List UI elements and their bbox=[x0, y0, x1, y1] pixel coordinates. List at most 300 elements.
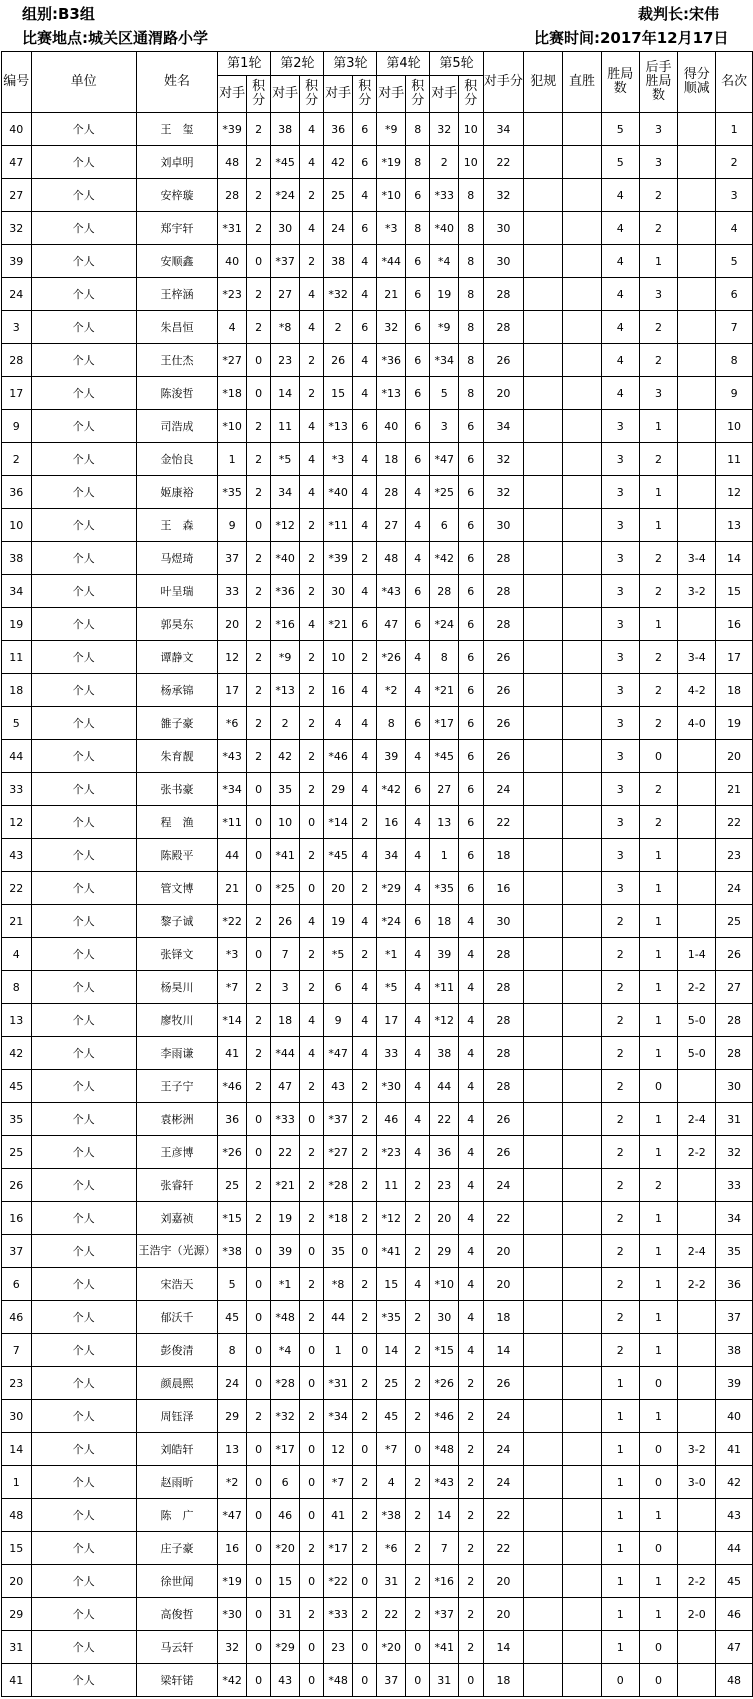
table-cell: 6 bbox=[406, 608, 430, 641]
table-cell bbox=[524, 1664, 563, 1697]
table-cell: *27 bbox=[218, 344, 247, 377]
table-cell bbox=[563, 113, 602, 146]
table-cell: 王 玺 bbox=[136, 113, 218, 146]
table-cell: 41 bbox=[218, 1037, 247, 1070]
table-cell: 个人 bbox=[31, 773, 136, 806]
table-cell: 管文博 bbox=[136, 872, 218, 905]
table-cell bbox=[563, 1433, 602, 1466]
table-cell: 2 bbox=[406, 1235, 430, 1268]
table-cell: 4 bbox=[406, 674, 430, 707]
table-row bbox=[2, 674, 753, 707]
table-cell: 2 bbox=[324, 311, 353, 344]
table-cell: 0 bbox=[352, 1631, 376, 1664]
table-cell: 29 bbox=[324, 773, 353, 806]
table-cell: 26 bbox=[2, 1169, 32, 1202]
table-cell: 4 bbox=[2, 938, 32, 971]
table-cell: 个人 bbox=[31, 740, 136, 773]
table-cell: 21 bbox=[218, 872, 247, 905]
table-cell: *47 bbox=[430, 443, 459, 476]
table-cell: 43 bbox=[716, 1499, 753, 1532]
table-cell bbox=[524, 113, 563, 146]
table-cell: 32 bbox=[716, 1136, 753, 1169]
table-cell: 个人 bbox=[31, 1565, 136, 1598]
table-cell: 8 bbox=[459, 278, 483, 311]
table-cell: *40 bbox=[430, 212, 459, 245]
table-cell: 个人 bbox=[31, 146, 136, 179]
table-cell: 40 bbox=[716, 1400, 753, 1433]
table-cell: 40 bbox=[218, 245, 247, 278]
table-cell bbox=[563, 1631, 602, 1664]
table-cell: 6 bbox=[459, 542, 483, 575]
table-cell: 2 bbox=[299, 1202, 323, 1235]
table-cell: 1-4 bbox=[678, 938, 716, 971]
table-cell: 1 bbox=[639, 938, 678, 971]
table-cell: 6 bbox=[459, 443, 483, 476]
table-cell: 2 bbox=[299, 1169, 323, 1202]
col-points: 积分 bbox=[406, 76, 430, 113]
table-cell: *15 bbox=[430, 1334, 459, 1367]
table-cell: 0 bbox=[246, 1598, 270, 1631]
table-cell: 33 bbox=[218, 575, 247, 608]
table-cell: 0 bbox=[299, 1433, 323, 1466]
col-points: 积分 bbox=[352, 76, 376, 113]
table-cell: *11 bbox=[218, 806, 247, 839]
table-cell: 8 bbox=[459, 179, 483, 212]
table-cell: 1 bbox=[639, 509, 678, 542]
table-cell: 18 bbox=[377, 443, 406, 476]
table-cell: 3 bbox=[601, 509, 639, 542]
table-row bbox=[2, 146, 753, 179]
table-cell: 3 bbox=[601, 773, 639, 806]
table-cell: 1 bbox=[601, 1598, 639, 1631]
table-cell bbox=[563, 1367, 602, 1400]
table-cell bbox=[678, 443, 716, 476]
table-cell: 47 bbox=[271, 1070, 300, 1103]
table-cell: 4 bbox=[459, 1103, 483, 1136]
table-cell: 47 bbox=[716, 1631, 753, 1664]
table-cell: 20 bbox=[483, 1565, 524, 1598]
table-cell: 31 bbox=[377, 1565, 406, 1598]
table-cell: 0 bbox=[246, 1235, 270, 1268]
table-cell bbox=[678, 1301, 716, 1334]
table-cell: 6 bbox=[352, 410, 376, 443]
table-cell: 个人 bbox=[31, 1532, 136, 1565]
table-cell: *21 bbox=[430, 674, 459, 707]
table-cell: 28 bbox=[483, 1037, 524, 1070]
table-cell bbox=[678, 509, 716, 542]
table-cell bbox=[524, 1532, 563, 1565]
table-cell: 4 bbox=[459, 1004, 483, 1037]
table-cell: 2 bbox=[299, 344, 323, 377]
table-cell bbox=[563, 938, 602, 971]
table-cell: 26 bbox=[716, 938, 753, 971]
table-cell: 2 bbox=[299, 542, 323, 575]
table-cell: *3 bbox=[324, 443, 353, 476]
table-cell: 2 bbox=[639, 674, 678, 707]
table-cell: 个人 bbox=[31, 212, 136, 245]
table-cell: 1 bbox=[716, 113, 753, 146]
table-cell: 34 bbox=[271, 476, 300, 509]
table-cell: *4 bbox=[430, 245, 459, 278]
table-cell: 41 bbox=[716, 1433, 753, 1466]
table-cell: 37 bbox=[377, 1664, 406, 1697]
col-opponent: 对手 bbox=[271, 76, 300, 113]
table-cell: 28 bbox=[483, 311, 524, 344]
table-cell: 2 bbox=[246, 707, 270, 740]
table-cell: *28 bbox=[271, 1367, 300, 1400]
table-cell: 20 bbox=[218, 608, 247, 641]
table-cell: 22 bbox=[483, 806, 524, 839]
table-cell: 0 bbox=[352, 1565, 376, 1598]
table-cell: 10 bbox=[459, 146, 483, 179]
table-cell: 3 bbox=[601, 674, 639, 707]
table-cell bbox=[524, 1070, 563, 1103]
table-cell: 2 bbox=[299, 1400, 323, 1433]
table-cell: 13 bbox=[716, 509, 753, 542]
table-row bbox=[2, 1070, 753, 1103]
table-row bbox=[2, 1598, 753, 1631]
table-cell: *37 bbox=[324, 1103, 353, 1136]
table-cell: 2 bbox=[459, 1400, 483, 1433]
col-score-order: 得分顺减 bbox=[678, 52, 716, 113]
table-cell: 2 bbox=[299, 938, 323, 971]
table-cell: 个人 bbox=[31, 1301, 136, 1334]
table-cell: 6 bbox=[406, 575, 430, 608]
table-cell: 15 bbox=[324, 377, 353, 410]
table-cell bbox=[678, 113, 716, 146]
table-cell: 6 bbox=[324, 971, 353, 1004]
table-row bbox=[2, 872, 753, 905]
table-cell: 2 bbox=[639, 575, 678, 608]
table-cell: 1 bbox=[601, 1367, 639, 1400]
table-cell bbox=[524, 1400, 563, 1433]
table-cell: *33 bbox=[324, 1598, 353, 1631]
table-cell: 30 bbox=[430, 1301, 459, 1334]
table-cell bbox=[524, 179, 563, 212]
table-cell: 2 bbox=[601, 1103, 639, 1136]
table-cell: 26 bbox=[483, 674, 524, 707]
table-cell: 杨昊川 bbox=[136, 971, 218, 1004]
table-cell bbox=[524, 938, 563, 971]
table-cell bbox=[563, 410, 602, 443]
table-cell: 9 bbox=[218, 509, 247, 542]
table-cell: 2 bbox=[459, 1598, 483, 1631]
table-cell: 11 bbox=[271, 410, 300, 443]
table-row bbox=[2, 905, 753, 938]
table-cell: 周钰泽 bbox=[136, 1400, 218, 1433]
table-cell: 14 bbox=[483, 1631, 524, 1664]
table-cell: 0 bbox=[246, 1433, 270, 1466]
table-cell: 4 bbox=[406, 1268, 430, 1301]
table-cell: *29 bbox=[271, 1631, 300, 1664]
table-cell: 20 bbox=[2, 1565, 32, 1598]
table-cell bbox=[678, 1070, 716, 1103]
table-cell: 个人 bbox=[31, 1499, 136, 1532]
table-cell: 22 bbox=[483, 1499, 524, 1532]
table-cell: 0 bbox=[639, 1433, 678, 1466]
table-cell: *26 bbox=[430, 1367, 459, 1400]
table-cell: 16 bbox=[218, 1532, 247, 1565]
table-row bbox=[2, 1334, 753, 1367]
table-cell: 2 bbox=[601, 1136, 639, 1169]
table-cell: 6 bbox=[406, 278, 430, 311]
table-cell: 4 bbox=[601, 344, 639, 377]
table-cell: 1 bbox=[639, 1004, 678, 1037]
table-cell: 2 bbox=[459, 1631, 483, 1664]
table-cell: 43 bbox=[324, 1070, 353, 1103]
table-cell: 刘卓明 bbox=[136, 146, 218, 179]
table-row bbox=[2, 1433, 753, 1466]
table-cell: 30 bbox=[324, 575, 353, 608]
table-cell: 4 bbox=[406, 1004, 430, 1037]
table-cell: 个人 bbox=[31, 707, 136, 740]
table-cell: 1 bbox=[601, 1400, 639, 1433]
table-cell: 4 bbox=[299, 905, 323, 938]
table-cell: 22 bbox=[483, 146, 524, 179]
table-cell bbox=[678, 1631, 716, 1664]
table-cell: 25 bbox=[377, 1367, 406, 1400]
table-cell: 41 bbox=[2, 1664, 32, 1697]
table-cell: *5 bbox=[377, 971, 406, 1004]
table-cell: *43 bbox=[218, 740, 247, 773]
table-cell: *3 bbox=[377, 212, 406, 245]
table-cell: 44 bbox=[430, 1070, 459, 1103]
table-cell: 22 bbox=[716, 806, 753, 839]
table-cell: 0 bbox=[352, 1664, 376, 1697]
table-cell bbox=[678, 311, 716, 344]
table-cell: 4 bbox=[459, 1136, 483, 1169]
table-cell: 16 bbox=[324, 674, 353, 707]
table-cell: *2 bbox=[218, 1466, 247, 1499]
table-cell: 0 bbox=[639, 1070, 678, 1103]
table-cell: 4 bbox=[459, 1037, 483, 1070]
table-cell: 35 bbox=[716, 1235, 753, 1268]
table-cell: 4 bbox=[352, 509, 376, 542]
table-cell: 5 bbox=[601, 113, 639, 146]
table-cell: 4 bbox=[299, 311, 323, 344]
table-cell: *47 bbox=[324, 1037, 353, 1070]
table-cell: 2 bbox=[299, 971, 323, 1004]
table-cell: 42 bbox=[271, 740, 300, 773]
table-cell: 3 bbox=[716, 179, 753, 212]
table-cell bbox=[678, 1334, 716, 1367]
table-cell: 2 bbox=[601, 1004, 639, 1037]
table-cell: 7 bbox=[271, 938, 300, 971]
table-cell: 13 bbox=[430, 806, 459, 839]
table-cell: 30 bbox=[483, 509, 524, 542]
table-cell: 27 bbox=[716, 971, 753, 1004]
table-cell: 22 bbox=[271, 1136, 300, 1169]
table-cell: 3-2 bbox=[678, 575, 716, 608]
table-cell: 32 bbox=[483, 443, 524, 476]
table-cell: 18 bbox=[716, 674, 753, 707]
table-cell: 25 bbox=[2, 1136, 32, 1169]
table-cell: 2 bbox=[459, 1433, 483, 1466]
table-cell bbox=[524, 1466, 563, 1499]
table-cell: 2 bbox=[246, 1202, 270, 1235]
table-cell: *34 bbox=[430, 344, 459, 377]
table-cell: 14 bbox=[377, 1334, 406, 1367]
table-cell bbox=[524, 245, 563, 278]
table-cell: 2 bbox=[639, 641, 678, 674]
table-cell: 1 bbox=[601, 1499, 639, 1532]
table-cell: 8 bbox=[459, 311, 483, 344]
table-cell: *37 bbox=[271, 245, 300, 278]
table-cell: *36 bbox=[271, 575, 300, 608]
table-cell: 4 bbox=[406, 1037, 430, 1070]
table-cell: 4 bbox=[352, 278, 376, 311]
table-cell: 2 bbox=[299, 179, 323, 212]
table-cell: 个人 bbox=[31, 443, 136, 476]
table-cell: *26 bbox=[218, 1136, 247, 1169]
table-cell: 个人 bbox=[31, 377, 136, 410]
table-cell: 0 bbox=[246, 1499, 270, 1532]
table-cell: 46 bbox=[377, 1103, 406, 1136]
table-cell: 庄子豪 bbox=[136, 1532, 218, 1565]
table-cell bbox=[524, 1334, 563, 1367]
table-cell: 2 bbox=[601, 1169, 639, 1202]
table-cell: 5 bbox=[716, 245, 753, 278]
table-cell: 2 bbox=[639, 443, 678, 476]
table-cell: 10 bbox=[324, 641, 353, 674]
table-cell: 2-2 bbox=[678, 1136, 716, 1169]
table-cell: 23 bbox=[324, 1631, 353, 1664]
table-cell: 1 bbox=[639, 905, 678, 938]
table-cell: 26 bbox=[483, 344, 524, 377]
table-cell: 陈浚哲 bbox=[136, 377, 218, 410]
table-cell: 2 bbox=[299, 773, 323, 806]
table-cell bbox=[563, 1037, 602, 1070]
table-cell: *38 bbox=[218, 1235, 247, 1268]
table-cell: 2 bbox=[299, 1532, 323, 1565]
table-cell: 4 bbox=[352, 344, 376, 377]
table-cell: 36 bbox=[430, 1136, 459, 1169]
table-row bbox=[2, 938, 753, 971]
col-foul: 犯规 bbox=[524, 52, 563, 113]
table-cell: 6 bbox=[459, 872, 483, 905]
table-cell bbox=[563, 509, 602, 542]
table-cell: 44 bbox=[324, 1301, 353, 1334]
table-cell bbox=[524, 377, 563, 410]
table-cell: 程 渔 bbox=[136, 806, 218, 839]
table-cell: 2 bbox=[352, 806, 376, 839]
table-cell: *37 bbox=[430, 1598, 459, 1631]
table-cell bbox=[563, 740, 602, 773]
table-cell: 6 bbox=[406, 410, 430, 443]
table-cell: *7 bbox=[377, 1433, 406, 1466]
table-cell: 个人 bbox=[31, 1103, 136, 1136]
table-cell: 0 bbox=[246, 1664, 270, 1697]
table-cell: 4 bbox=[406, 971, 430, 1004]
table-cell: 3-4 bbox=[678, 641, 716, 674]
table-cell: 2-2 bbox=[678, 1268, 716, 1301]
table-cell bbox=[524, 1301, 563, 1334]
table-cell: 11 bbox=[716, 443, 753, 476]
table-cell: *3 bbox=[218, 938, 247, 971]
table-cell: 3 bbox=[601, 806, 639, 839]
table-cell: 39 bbox=[271, 1235, 300, 1268]
table-cell: 4 bbox=[299, 146, 323, 179]
table-cell: 0 bbox=[299, 1499, 323, 1532]
table-cell: 3 bbox=[601, 740, 639, 773]
table-cell: 10 bbox=[716, 410, 753, 443]
table-cell: 2 bbox=[352, 938, 376, 971]
table-cell: 2-0 bbox=[678, 1598, 716, 1631]
table-cell: 6 bbox=[459, 575, 483, 608]
table-cell bbox=[524, 806, 563, 839]
col-round4: 第4轮 bbox=[377, 52, 430, 76]
table-cell: 6 bbox=[352, 146, 376, 179]
table-cell bbox=[524, 542, 563, 575]
table-cell: 0 bbox=[246, 245, 270, 278]
table-cell: 27 bbox=[271, 278, 300, 311]
table-cell: 0 bbox=[246, 1136, 270, 1169]
table-cell: 26 bbox=[483, 707, 524, 740]
table-cell: *23 bbox=[377, 1136, 406, 1169]
table-row bbox=[2, 1103, 753, 1136]
table-cell: 20 bbox=[483, 377, 524, 410]
table-cell: *46 bbox=[218, 1070, 247, 1103]
table-cell: 王 森 bbox=[136, 509, 218, 542]
table-cell bbox=[678, 410, 716, 443]
table-cell: 郑宇轩 bbox=[136, 212, 218, 245]
table-cell: *26 bbox=[377, 641, 406, 674]
table-cell: 13 bbox=[218, 1433, 247, 1466]
table-cell bbox=[563, 146, 602, 179]
table-cell: 2 bbox=[406, 1565, 430, 1598]
table-cell: 6 bbox=[459, 740, 483, 773]
table-cell: 2 bbox=[246, 443, 270, 476]
table-cell: 1 bbox=[639, 1037, 678, 1070]
table-cell: 26 bbox=[324, 344, 353, 377]
table-cell: 3 bbox=[2, 311, 32, 344]
table-row bbox=[2, 344, 753, 377]
table-cell bbox=[524, 575, 563, 608]
table-cell: *12 bbox=[430, 1004, 459, 1037]
table-row bbox=[2, 410, 753, 443]
table-cell: 42 bbox=[2, 1037, 32, 1070]
table-cell: 4 bbox=[352, 575, 376, 608]
table-cell: 8 bbox=[2, 971, 32, 1004]
table-cell: 1 bbox=[639, 410, 678, 443]
table-cell: 4 bbox=[352, 179, 376, 212]
table-cell: 谭静文 bbox=[136, 641, 218, 674]
table-row bbox=[2, 1466, 753, 1499]
table-cell: *22 bbox=[324, 1565, 353, 1598]
table-cell: 24 bbox=[483, 1466, 524, 1499]
table-cell: *33 bbox=[271, 1103, 300, 1136]
table-cell: *32 bbox=[324, 278, 353, 311]
table-cell: 28 bbox=[716, 1004, 753, 1037]
results-table bbox=[1, 51, 753, 1697]
table-cell: 15 bbox=[716, 575, 753, 608]
table-cell bbox=[524, 146, 563, 179]
table-cell: 刘皓轩 bbox=[136, 1433, 218, 1466]
table-cell: 2 bbox=[246, 1400, 270, 1433]
col-unit: 单位 bbox=[31, 52, 136, 113]
table-cell: 2 bbox=[352, 1202, 376, 1235]
table-cell: 3 bbox=[601, 839, 639, 872]
table-row bbox=[2, 443, 753, 476]
table-cell bbox=[524, 1169, 563, 1202]
table-cell: 2 bbox=[299, 377, 323, 410]
table-cell bbox=[678, 146, 716, 179]
table-cell: *42 bbox=[377, 773, 406, 806]
table-cell: *24 bbox=[271, 179, 300, 212]
table-cell: *40 bbox=[271, 542, 300, 575]
table-cell: *40 bbox=[324, 476, 353, 509]
table-cell bbox=[678, 740, 716, 773]
